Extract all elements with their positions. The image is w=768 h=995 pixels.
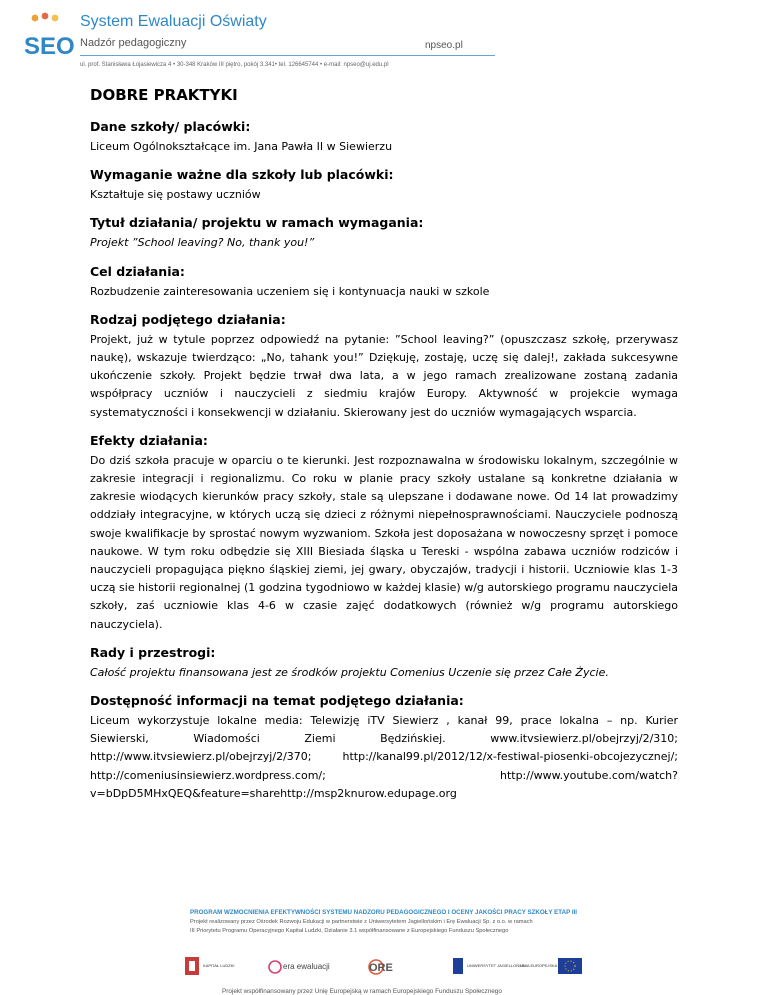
ore-logo — [369, 960, 393, 974]
section-action-type — [90, 311, 678, 422]
section-heading: Dane szkoły/ placówki: — [90, 119, 251, 134]
section-advice — [90, 644, 678, 682]
uj-text: UNIWERSYTET JAGIELLOŃSKI — [467, 963, 526, 968]
era-ewaluacji-text: era ewaluacji — [283, 962, 330, 971]
ue-text: UNIA EUROPEJSKA — [520, 963, 558, 968]
brand-subtitle: Nadzór pedagogiczny — [80, 37, 187, 49]
footer-project-line: Projekt realizowany przez Ośrodek Rozwoju Edukacji w partnerstwie z Uniwersytetem Jagiellońskim i Erę Ewaluacji Sp. z o.o. w ramach — [190, 919, 533, 925]
document-body — [90, 86, 678, 813]
header-divider — [80, 55, 495, 56]
logo-text: SEO — [24, 33, 75, 60]
section-heading: Cel działania: — [90, 263, 185, 279]
era-ewaluacji-logo — [269, 961, 330, 973]
kapital-ludzki-logo — [185, 957, 235, 975]
seo-logo — [23, 12, 75, 60]
page-footer — [0, 905, 768, 994]
section-text: Liceum Ogólnokształcące im. Jana Pawła II w Siewierzu — [90, 140, 393, 153]
eu-flag-logo — [520, 958, 582, 974]
kapital-ludzki-text: KAPITAŁ LUDZKI — [203, 963, 235, 968]
section-text: Rozbudzenie zainteresowania uczeniem się i kontynuacja nauki w szkole — [90, 284, 490, 298]
contact-address: ul. prof. Stanisława Łojasiewicza 4 • 30-348 Kraków III piętro, pokój 3.341• tel. 126645744 • e-mail: npseo@uj.edu.pl — [80, 62, 389, 68]
partner-logos — [185, 955, 585, 979]
page-header — [0, 0, 768, 84]
section-effects — [90, 432, 678, 634]
section-heading: Rodzaj podjętego działania: — [90, 311, 286, 327]
section-heading: Dostępność informacji na temat podjętego działania: — [90, 693, 464, 709]
section-heading: Rady i przestrogi: — [90, 644, 216, 660]
section-project-title — [90, 214, 678, 252]
section-text: Projekt, już w tytule poprzez odpowiedź na pytanie: ”School leaving?” (opuszczasz szkołę, przerywasz naukę), wskazuje twierdząco: „No, tahank you!” Dziękuję, zostaję, uczę się dalej!, zakłada sukcesywne ukończenie szkoły. Projekt będzie trwał dwa lata, a w jego ramach zrealizowane zostaną zadania współpracy uczniów i nauczycieli z siedmiu krajów Europy. Aktywność w projekcie wymaga systematyczności i konsekwencji w działaniu. Skierowany jest do uczniów wymagających wsparcia. — [90, 332, 678, 419]
section-school-data — [90, 118, 678, 156]
brand-title: System Ewaluacji Oświaty — [80, 13, 267, 30]
footer-program-title: PROGRAM WZMOCNIENIA EFEKTYWNOŚCI SYSTEMU NADZORU PEDAGOGICZNEGO I OCENY JAKOŚCI PRACY SZKOŁY ETAP III — [190, 909, 577, 916]
section-heading: Tytuł działania/ projektu w ramach wymagania: — [90, 215, 424, 231]
section-information — [90, 692, 678, 803]
section-text: Do dziś szkoła pracuje w oparciu o te kierunki. Jest rozpoznawalna w środowisku lokalnym, szczególnie w zakresie integracji i regionalizmu. Co roku w planie pracy szkoły ustalane są konkretne działania w zakresie wiodących kierunków pracy szkoły, stale są ulepszane i dodawane nowe. Od 14 lat prowadzimy oddziały integracyjne, w których uczą się dzieci z różnymi niepełnosprawnościami. Nauczyciele podnoszą swoje kwalifikacje by sprostać nowym wyzwaniom. Szkoła jest doposażana w nowoczesny sprzęt i pomoce naukowe. W tym roku odbędzie się XIII Biesiada śląska u Tereski - wspólna zabawa uczniów rodziców i nauczycieli propagująca piękno śląskiej ziemi, jej gwary, obyczajów, tradycji i historii. Uczniowie klas 1-3 uczą sie historii regionalnej (1 godzina tygodniowo w każdej klasie) w/g autorskiego programu nauczyciela szkoły, zaś uczniowie klas 4-6 w czasie zajęć dodatkowych (również w/g programu autorskiego nauczyciela). — [90, 453, 678, 631]
brand-url[interactable]: npseo.pl — [425, 40, 463, 51]
section-heading: Efekty działania: — [90, 432, 208, 448]
document-title: DOBRE PRAKTYKI — [90, 86, 238, 104]
footer-priority-line: III Priorytetu Programu Operacyjnego Kapitał Ludzki, Działanie 3.1 współfinansowane z Europejskiego Funduszu Społecznego — [190, 928, 509, 934]
uj-logo — [453, 958, 526, 974]
ore-text: ORE — [369, 962, 393, 974]
footer-cofinance-line: Projekt współfinansowany przez Unię Europejską w ramach Europejskiego Funduszu Społecznego — [222, 988, 502, 995]
section-requirement — [90, 166, 678, 204]
section-text: Kształtuje się postawy uczniów — [90, 188, 261, 202]
section-heading: Wymaganie ważne dla szkoły lub placówki: — [90, 167, 394, 183]
section-text: Całość projektu finansowana jest ze środków projektu Comenius Uczenie się przez Całe Życie. — [90, 665, 609, 679]
section-text: Liceum wykorzystuje lokalne media: Telewizję iTV Siewierz , kanał 99, prace lokalna – np. Kurier Siewierski, Wiadomości Ziemi Będzińskiej. www.itvsiewierz.pl/obejrzyj/2/310; http://www.itvsiewierz.pl/obejrzyj/2/370; http://kanal99.pl/2012/12/x-festiwal-piosenki-obcojezycznej/; http://comeniusinsiewierz.wordpress.com/; http://www.youtube.com/watch?v=bDpD5MHxQEQ&feature=sharehttp://msp2knurow.edupage.org — [90, 714, 678, 800]
section-text: Projekt ”School leaving? No, thank you!” — [90, 236, 315, 250]
section-goal — [90, 263, 678, 301]
